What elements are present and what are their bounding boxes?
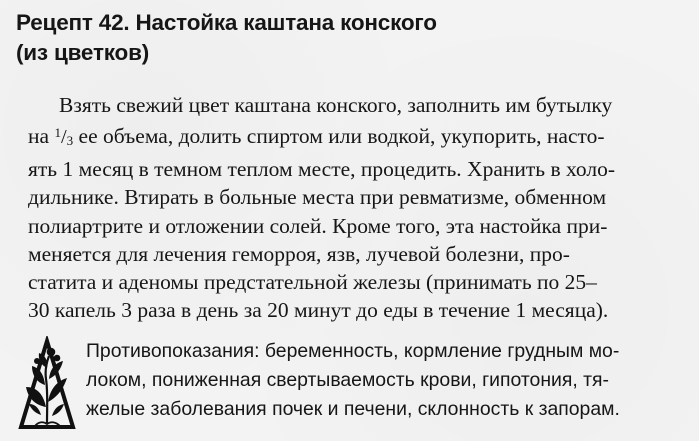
instructions-line-7: статита и аденомы предстательной железы (принимать по 25– (28, 270, 597, 295)
instructions-line-5: полиартрите и отложении солей. Кроме того, эта настойка при- (28, 213, 608, 238)
instructions-line-6: меняется для лечения геморроя, язв, лучевой болезни, про- (28, 241, 570, 266)
recipe-title-line-1: Рецепт 42. Настойка каштана конского (16, 10, 437, 35)
fraction-denominator: 3 (66, 133, 74, 149)
recipe-instructions (28, 91, 692, 324)
instructions-line-4: дильнике. Втирать в больные места при ревматизме, обменном (28, 185, 607, 210)
contraindications-line-1: Противопоказания: беременность, кормление грудным мо- (86, 340, 620, 362)
volume-fraction (54, 126, 73, 148)
instructions-line-3: ять 1 месяц в темном теплом месте, процедить. Хранить в холо- (28, 157, 616, 182)
contraindications-line-3: желые заболевания почек и печени, склонность к запорам. (86, 398, 620, 420)
contraindications (86, 337, 694, 424)
instructions-line-2-suffix: ее объема, долить спиртом или водкой, укупорить, насто- (73, 124, 605, 149)
recipe-title-line-2: (из цветков) (16, 40, 149, 65)
instructions-line-2 (28, 119, 692, 155)
fraction-slash: / (60, 126, 67, 149)
contraindications-line-2: локом, пониженная свертываемость крови, гипотония, тя- (86, 369, 609, 391)
instructions-line-1: Взять свежий цвет каштана конского, заполнить им бутылку (59, 93, 613, 117)
recipe-title (16, 8, 656, 68)
instructions-line-2-prefix: на (28, 124, 55, 149)
fraction-numerator: 1 (54, 125, 61, 141)
instructions-line-8: 30 капель 3 раза в день за 20 минут до еды в течение 1 месяца). (28, 298, 609, 323)
plant-warning-icon (18, 336, 76, 432)
